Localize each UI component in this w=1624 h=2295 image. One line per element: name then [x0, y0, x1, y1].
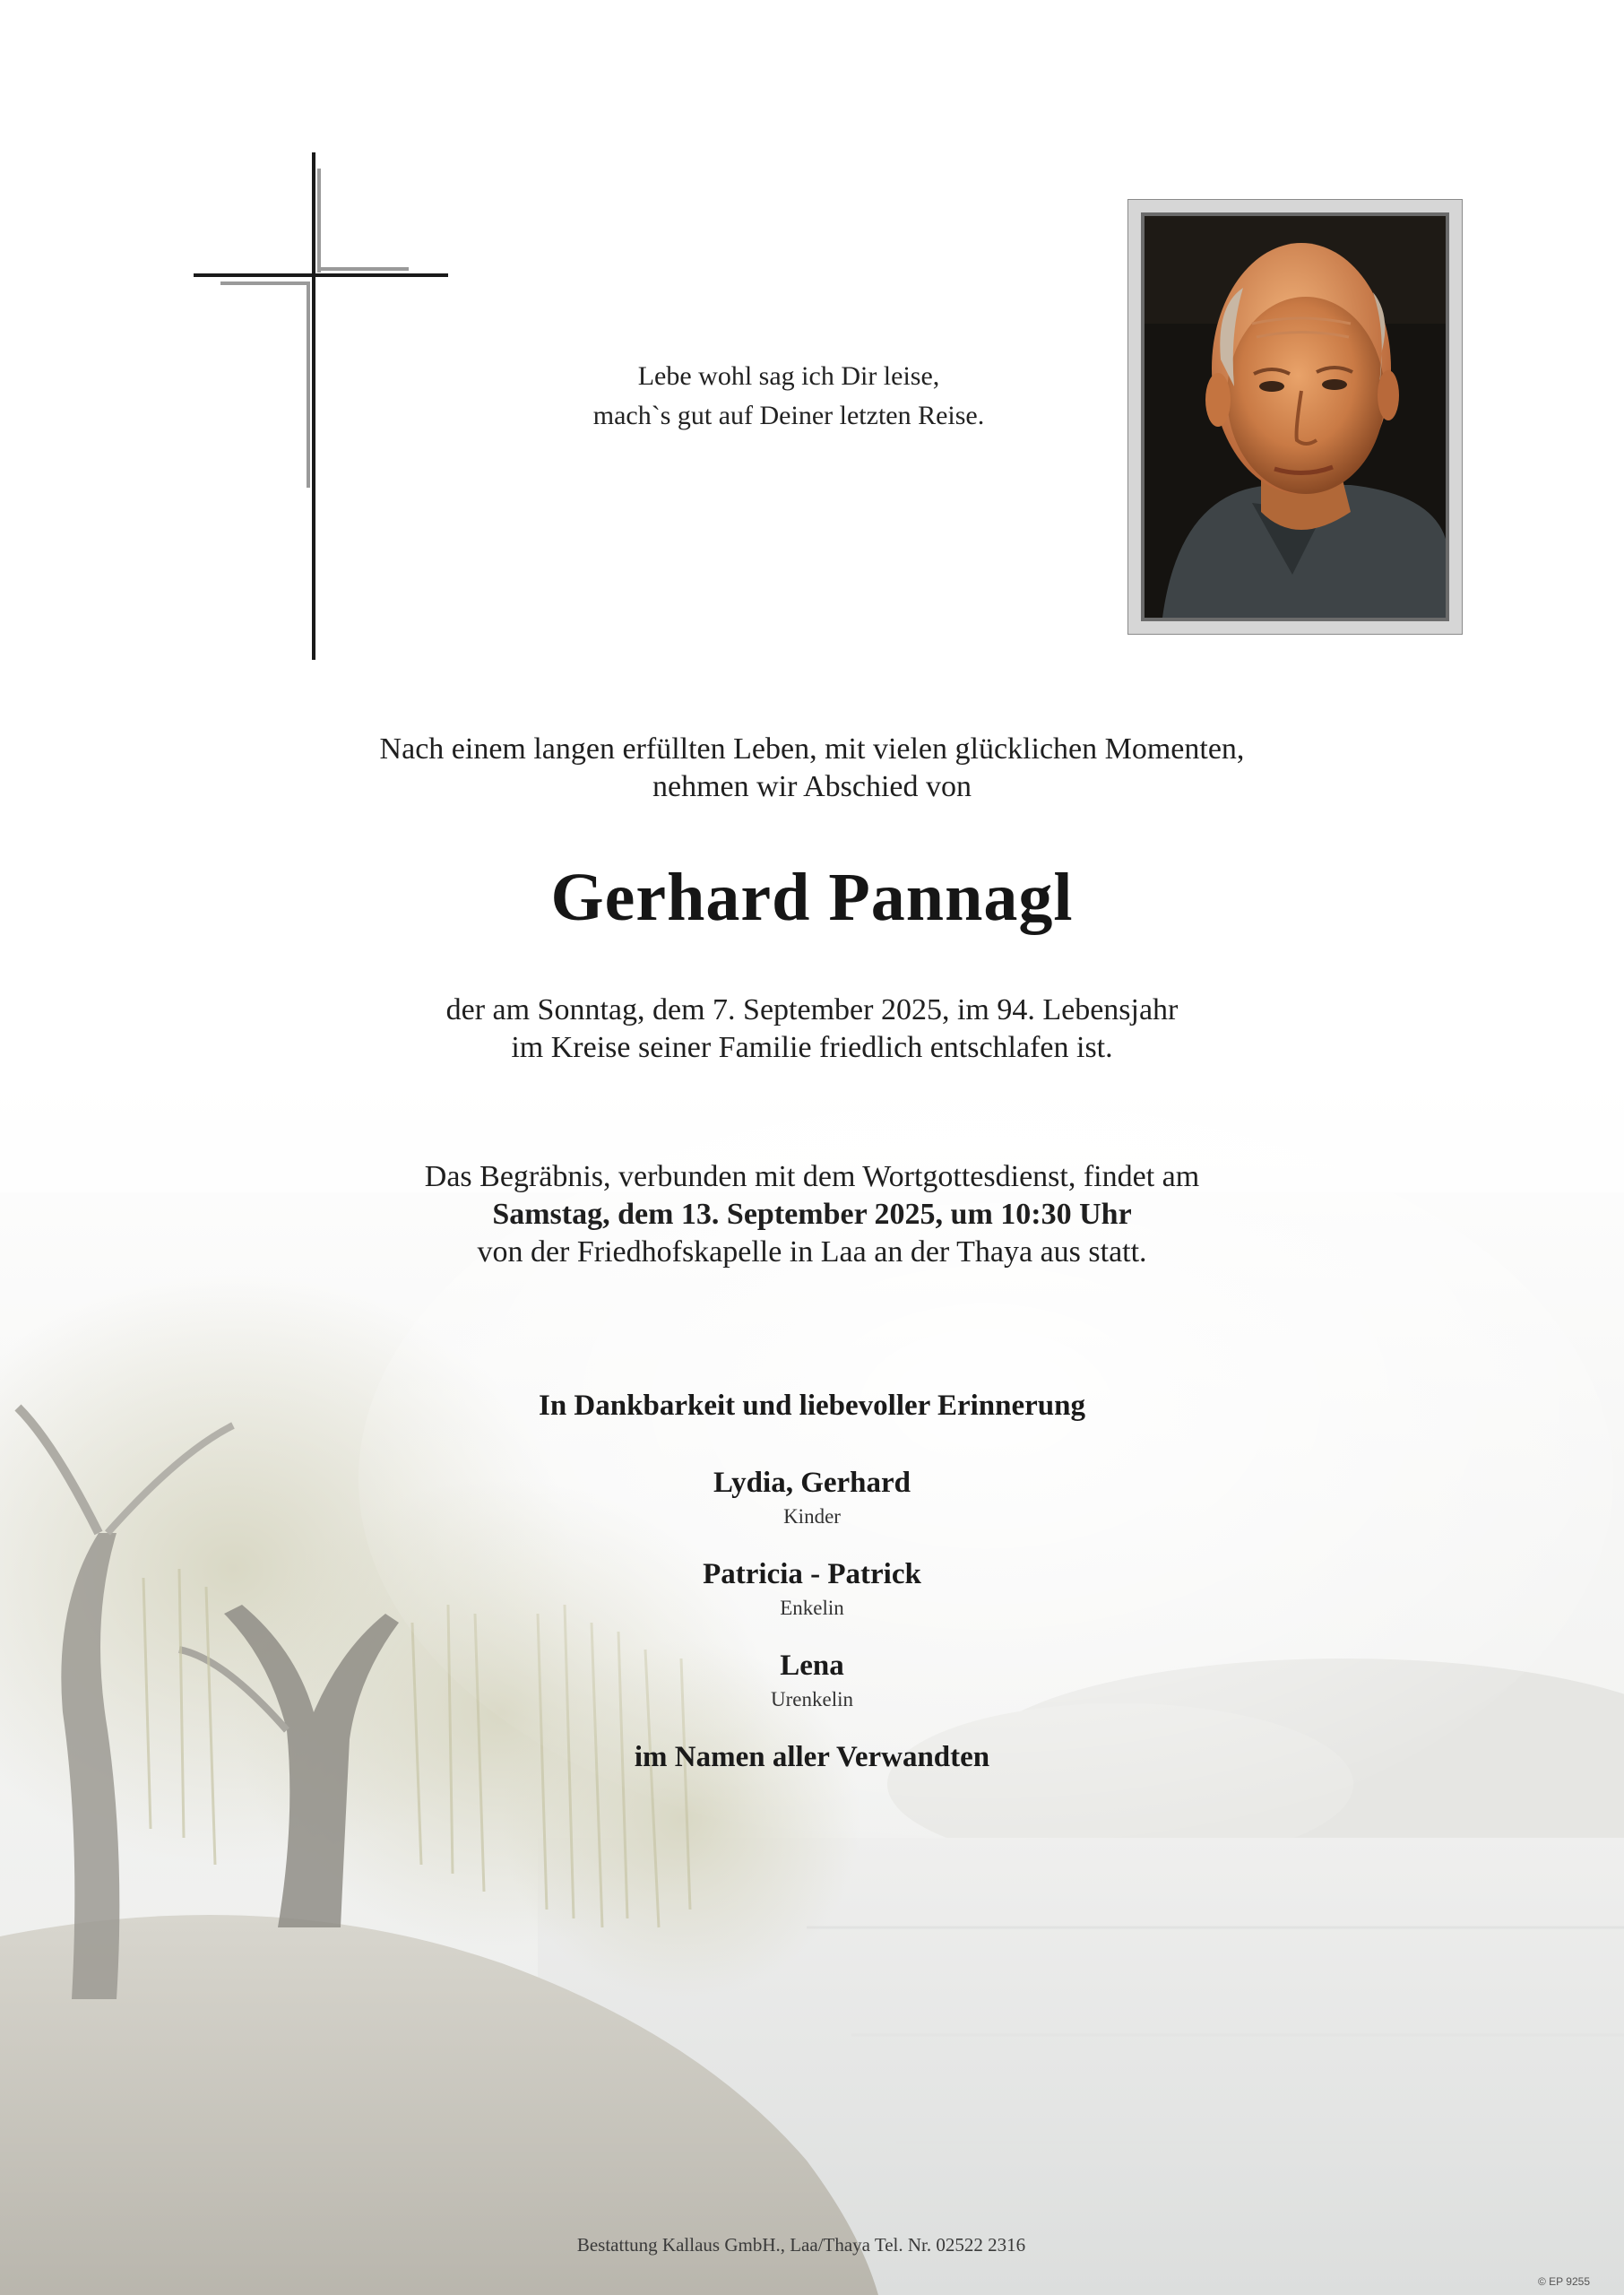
- funeral-details: [0, 1158, 1624, 1271]
- deceased-name: Gerhard Pannagl: [550, 860, 1074, 935]
- family-member-relation: Urenkelin: [771, 1688, 853, 1710]
- family-member-names: Lydia, Gerhard: [713, 1467, 911, 1499]
- verse-line-1: Lebe wohl sag ich Dir leise,: [637, 361, 940, 391]
- cross-icon: [188, 152, 457, 663]
- intro-line-1: Nach einem langen erfüllten Leben, mit vielen glücklichen Momenten,: [379, 732, 1245, 766]
- portrait-photo: [1145, 216, 1446, 618]
- family-closing: im Namen aller Verwandten: [634, 1741, 990, 1773]
- family-member-names: Patricia - Patrick: [703, 1558, 921, 1590]
- funeral-date-time: Samstag, dem 13. September 2025, um 10:30 Uhr: [492, 1198, 1132, 1231]
- family-member-relation: Kinder: [783, 1505, 841, 1528]
- death-line-2: im Kreise seiner Familie friedlich entschlafen ist.: [511, 1031, 1113, 1064]
- funeral-line-1: Das Begräbnis, verbunden mit dem Wortgottesdienst, findet am: [424, 1160, 1200, 1193]
- template-code: © EP 9255: [1538, 2275, 1590, 2288]
- intro-line-2: nehmen wir Abschied von: [652, 770, 972, 803]
- family-member-relation: Enkelin: [780, 1597, 844, 1619]
- intro-text: [0, 731, 1624, 806]
- portrait-frame: [1127, 199, 1463, 635]
- undertaker-info: Bestattung Kallaus GmbH., Laa/Thaya Tel. Nr. 02522 2316: [576, 2234, 1026, 2256]
- family-member-names: Lena: [780, 1650, 844, 1682]
- verse-line-2: mach`s gut auf Deiner letzten Reise.: [592, 401, 985, 430]
- funeral-line-3: von der Friedhofskapelle in Laa an der Thaya aus statt.: [477, 1235, 1147, 1269]
- death-notice: [0, 992, 1624, 1067]
- death-line-1: der am Sonntag, dem 7. September 2025, im 94. Lebensjahr: [445, 993, 1179, 1026]
- verse: [448, 357, 1129, 436]
- family-heading: In Dankbarkeit und liebevoller Erinnerung: [538, 1390, 1085, 1422]
